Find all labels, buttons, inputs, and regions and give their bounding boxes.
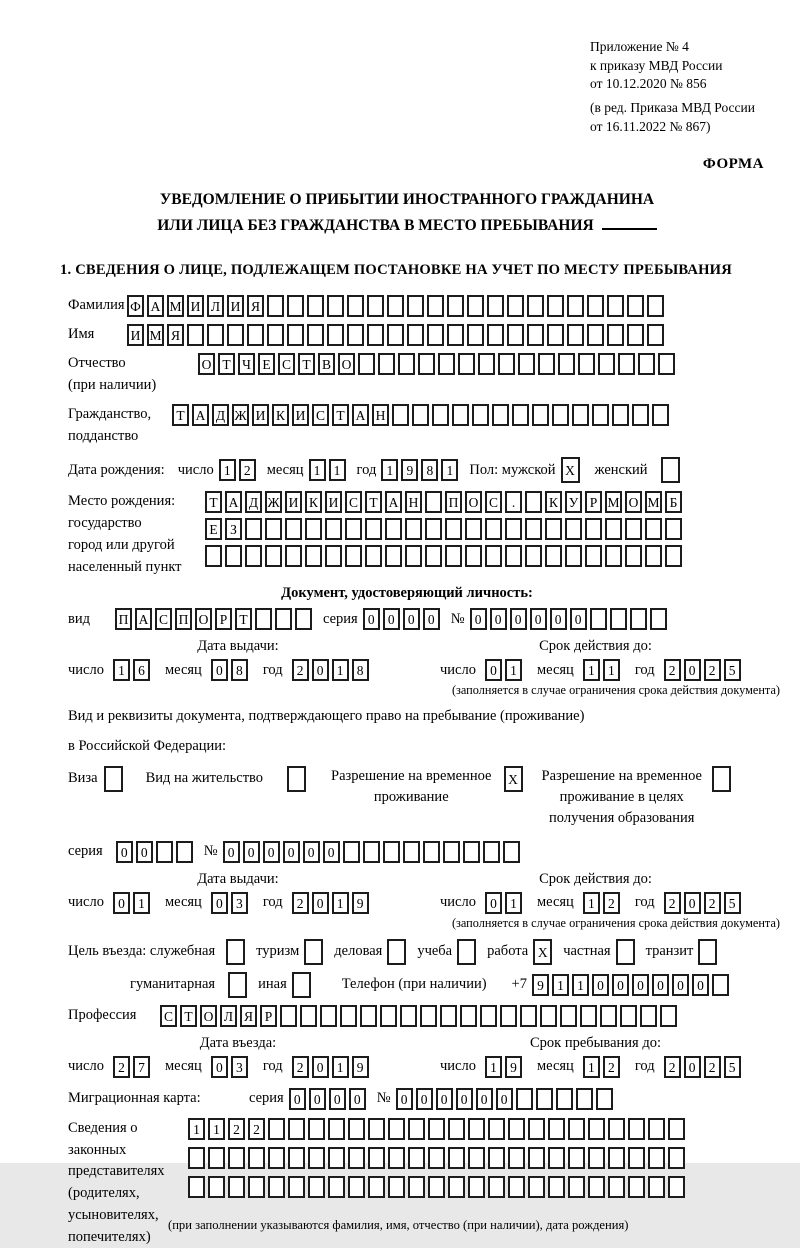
annex-line: к приказу МВД России (590, 57, 723, 73)
representatives-label4: (родителях, (68, 1185, 140, 1202)
birth-month-input[interactable]: 1 1 (309, 459, 349, 481)
purpose-work-checkbox[interactable]: X (533, 939, 555, 965)
form-title (68, 187, 746, 238)
temp-residence-edu-label3: получения образования (549, 809, 695, 826)
validity-date-header: Срок действия до: (539, 870, 652, 887)
year-label: год (634, 894, 655, 911)
birth-day-input[interactable]: 1 2 (219, 459, 259, 481)
doc-seria-input[interactable]: 0 0 0 0 (363, 608, 443, 630)
birthplace-label2: государство (68, 515, 142, 531)
res-valid-year-input[interactable]: 2 0 2 5 (664, 892, 744, 914)
residence-doc-line2: в Российской Федерации: (68, 738, 227, 754)
month-label: месяц (266, 461, 304, 478)
stay-month-input[interactable]: 1 2 (583, 1056, 623, 1078)
day-label: число (177, 461, 214, 478)
citizenship-input[interactable]: Т А Д Ж И К И С Т А Н (172, 404, 672, 426)
entry-year-input[interactable]: 2 0 1 9 (292, 1056, 372, 1078)
firstname-input[interactable]: И М Я (127, 324, 667, 346)
surname-input[interactable]: Ф А М И Л И Я (127, 295, 667, 317)
stay-year-input[interactable]: 2 0 2 5 (664, 1056, 744, 1078)
purpose-commercial-label: деловая (334, 943, 383, 960)
res-seria-input[interactable]: 0 0 (116, 841, 196, 863)
purpose-study-checkbox[interactable] (457, 939, 479, 965)
year-label: год (634, 661, 655, 678)
citizenship-label: Гражданство, (68, 405, 152, 422)
doc-type-label: вид (68, 610, 90, 627)
purpose-humanitarian-checkbox[interactable] (228, 972, 250, 998)
birthplace-input-line3[interactable] (205, 545, 685, 567)
residence-type-row (68, 766, 786, 829)
birthdate-label: Дата рождения: (68, 461, 165, 478)
sex-male-label: Пол: мужской (469, 461, 556, 478)
annex-line: от 16.11.2022 № 867) (590, 118, 711, 134)
birthplace-label3: город или другой (68, 536, 175, 553)
month-label: месяц (164, 661, 202, 678)
stay-day-input[interactable]: 1 9 (485, 1056, 525, 1078)
doc-issue-year-input[interactable]: 2 0 1 8 (292, 659, 372, 681)
annex-line: (в ред. Приказа МВД России (590, 99, 755, 115)
purpose-other-checkbox[interactable] (292, 972, 314, 998)
res-issue-day-input[interactable]: 0 1 (113, 892, 153, 914)
entry-day-input[interactable]: 2 7 (113, 1056, 153, 1078)
doc-valid-month-input[interactable]: 1 1 (583, 659, 623, 681)
mc-num-label: № (376, 1090, 391, 1107)
year-label: год (262, 894, 283, 911)
res-valid-month-input[interactable]: 1 2 (583, 892, 623, 914)
purpose-private-checkbox[interactable] (616, 939, 638, 965)
day-label: число (440, 894, 476, 911)
issue-date-header: Дата выдачи: (197, 870, 279, 887)
purpose-business-checkbox[interactable] (226, 939, 248, 965)
representatives-input-line3[interactable] (188, 1176, 688, 1198)
year-label: год (634, 1058, 655, 1075)
mc-seria-input[interactable]: 0 0 0 0 (289, 1088, 369, 1110)
profession-label: Профессия (68, 1006, 137, 1023)
mc-seria-label: серия (249, 1090, 284, 1107)
entry-date-header: Дата въезда: (199, 1034, 277, 1051)
phone-prefix: +7 (511, 976, 527, 993)
representatives-input-line1[interactable]: 1 1 2 2 (188, 1118, 688, 1140)
patronymic-input[interactable]: О Т Ч Е С Т В О (198, 353, 678, 375)
doc-num-label: № (450, 610, 465, 627)
temp-residence-option (331, 766, 525, 808)
purpose-row (68, 939, 786, 965)
title-blank-underline (602, 228, 657, 230)
birthplace-label: Место рождения: (68, 493, 176, 510)
temp-residence-edu-checkbox[interactable] (712, 766, 734, 792)
res-valid-day-input[interactable]: 0 1 (485, 892, 525, 914)
res-num-label: № (203, 843, 218, 860)
day-label: число (68, 1058, 104, 1075)
purpose-private-label: частная (563, 943, 611, 960)
profession-input[interactable]: С Т О Л Я Р (160, 1005, 680, 1027)
month-label: месяц (164, 1058, 202, 1075)
purpose-work-label: работа (487, 943, 529, 960)
doc-valid-day-input[interactable]: 0 1 (485, 659, 525, 681)
sex-male-checkbox[interactable]: X (561, 457, 583, 483)
form-title-line1: УВЕДОМЛЕНИЕ О ПРИБЫТИИ ИНОСТРАННОГО ГРАЖДАНИНА (159, 191, 655, 209)
purpose-tourism-checkbox[interactable] (304, 939, 326, 965)
purpose-transit-label: транзит (645, 943, 694, 960)
purpose-commercial-checkbox[interactable] (387, 939, 409, 965)
annex-line: от 10.12.2020 № 856 (590, 76, 707, 92)
residence-doc-line1: Вид и реквизиты документа, подтверждающего право на пребывание (проживание) (68, 708, 585, 725)
residence-permit-option (146, 766, 309, 792)
year-label: год (356, 461, 377, 478)
doc-issue-month-input[interactable]: 0 8 (211, 659, 251, 681)
month-label: месяц (536, 894, 574, 911)
purpose-label: Цель въезда: служебная (68, 943, 216, 960)
stay-until-header: Срок пребывания до: (530, 1034, 661, 1051)
temp-residence-label1: Разрешение на временное (331, 767, 492, 784)
annex-line: Приложение № 4 (590, 39, 689, 54)
residence-seria-row (68, 841, 786, 863)
res-seria-label: серия (68, 843, 103, 860)
patronymic-row (68, 353, 786, 397)
purpose-tourism-label: туризм (256, 943, 300, 960)
residence-doc-dates (68, 871, 786, 914)
sex-female-label: женский (594, 461, 648, 478)
citizenship-row (68, 404, 786, 448)
day-label: число (440, 661, 476, 678)
mc-num-input[interactable]: 0 0 0 0 0 0 (396, 1088, 616, 1110)
representatives-label2: законных (68, 1141, 127, 1158)
purpose-other-label: иная (258, 976, 287, 993)
temp-residence-edu-label1: Разрешение на временное (541, 767, 702, 784)
month-label: месяц (536, 1058, 574, 1075)
doc-num-input[interactable]: 0 0 0 0 0 0 (470, 608, 670, 630)
entry-month-input[interactable]: 0 3 (211, 1056, 251, 1078)
purpose-transit-checkbox[interactable] (698, 939, 720, 965)
doc-type-input[interactable]: П А С П О Р Т (115, 608, 315, 630)
migration-card-label: Миграционная карта: (68, 1090, 201, 1107)
residence-permit-label: Вид на жительство (145, 770, 264, 787)
birthplace-row (68, 491, 786, 578)
doc-valid-year-input[interactable]: 2 0 2 5 (664, 659, 744, 681)
doc-seria-label: серия (323, 610, 358, 627)
representatives-note: (при заполнении указываются фамилия, имя, отчество (при наличии), дата рождения) (168, 1217, 629, 1232)
day-label: число (68, 894, 104, 911)
issue-date-header: Дата выдачи: (197, 638, 279, 655)
validity-date-header: Срок действия до: (539, 638, 652, 655)
purpose-study-label: учеба (417, 943, 453, 960)
patronymic-label2: (при наличии) (68, 377, 157, 393)
migration-card-row (68, 1088, 786, 1110)
month-label: месяц (536, 661, 574, 678)
month-label: месяц (164, 894, 202, 911)
identity-doc-row (68, 608, 786, 630)
surname-label: Фамилия (68, 297, 125, 314)
visa-label: Виза (68, 770, 98, 787)
day-label: число (440, 1058, 476, 1075)
surname-row (68, 295, 786, 317)
birth-year-input[interactable]: 1 9 8 1 (381, 459, 461, 481)
purpose-humanitarian-label: гуманитарная (130, 976, 216, 993)
birthdate-row (68, 457, 786, 483)
profession-row (68, 1005, 786, 1027)
day-label: число (68, 661, 104, 678)
representatives-row (68, 1118, 786, 1248)
identity-doc-dates (68, 638, 786, 681)
temp-residence-edu-label2: проживание в целях (559, 788, 684, 805)
representatives-label3: представителях (68, 1163, 165, 1180)
visa-checkbox[interactable] (104, 766, 126, 792)
firstname-row (68, 324, 786, 346)
validity-limit-note: (заполняется в случае ограничения срока действия документа) (451, 683, 780, 698)
forma-label: ФОРМА (702, 156, 764, 173)
temp-residence-edu-option (542, 766, 734, 829)
temp-residence-label2: проживание (373, 788, 449, 805)
representatives-label6: попечителях) (68, 1228, 151, 1245)
birthplace-label4: населенный пункт (68, 558, 182, 575)
birthplace-input-line1[interactable]: Т А Д Ж И К И С Т А Н П О С . К У Р М О М Б (205, 491, 685, 513)
doc-issue-day-input[interactable]: 1 6 (113, 659, 153, 681)
representatives-label5: усыновителях, (68, 1206, 159, 1223)
temp-residence-checkbox[interactable]: X (504, 766, 526, 792)
birthplace-input-line2[interactable]: Е З (205, 518, 685, 540)
validity-limit-note: (заполняется в случае ограничения срока действия документа) (451, 915, 780, 930)
purpose-row2 (68, 972, 786, 998)
annex-header (590, 38, 786, 136)
phone-label: Телефон (при наличии) (341, 976, 487, 993)
res-num-input[interactable]: 0 0 0 0 0 0 (223, 841, 523, 863)
sex-female-checkbox[interactable] (661, 457, 683, 483)
entry-dates (68, 1035, 786, 1078)
res-issue-month-input[interactable]: 0 3 (211, 892, 251, 914)
visa-option (68, 766, 126, 792)
section1-heading: 1. СВЕДЕНИЯ О ЛИЦЕ, ПОДЛЕЖАЩЕМ ПОСТАНОВКЕ НА УЧЕТ ПО МЕСТУ ПРЕБЫВАНИЯ (60, 262, 732, 279)
identity-doc-heading: Документ, удостоверяющий личность: (281, 585, 533, 602)
residence-permit-checkbox[interactable] (287, 766, 309, 792)
citizenship-label2: подданство (68, 427, 139, 444)
res-issue-year-input[interactable]: 2 0 1 9 (292, 892, 372, 914)
representatives-label1: Сведения о (68, 1119, 138, 1136)
phone-input[interactable]: 9 1 1 0 0 0 0 0 0 (532, 974, 732, 996)
year-label: год (262, 661, 283, 678)
firstname-label: Имя (68, 326, 95, 343)
year-label: год (262, 1058, 283, 1075)
form-title-line2: ИЛИ ЛИЦА БЕЗ ГРАЖДАНСТВА В МЕСТО ПРЕБЫВАНИЯ (157, 216, 594, 234)
patronymic-label: Отчество (68, 355, 126, 372)
representatives-input-line2[interactable] (188, 1147, 688, 1169)
